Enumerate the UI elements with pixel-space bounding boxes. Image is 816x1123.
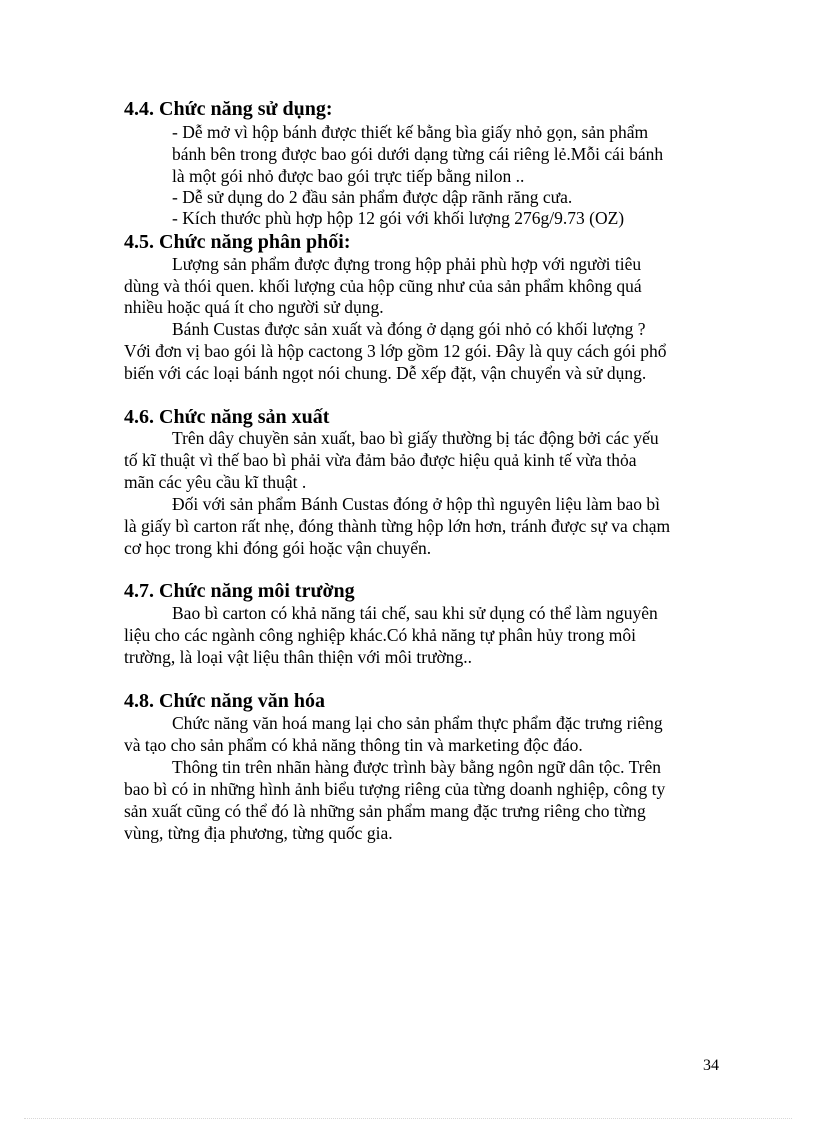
- paragraph-line: - Dễ mở vì hộp bánh được thiết kế bằng bìa giấy nhỏ gọn, sản phẩm: [172, 122, 649, 142]
- paragraph-line: mãn các yêu cầu kĩ thuật .: [124, 472, 307, 492]
- paragraph-line: Bao bì carton có khả năng tái chế, sau khi sử dụng có thể làm nguyên: [172, 603, 658, 623]
- paragraph-line: bánh bên trong được bao gói dưới dạng từng cái riêng lẻ.Mỗi cái bánh: [172, 144, 664, 164]
- paragraph-line: biến với các loại bánh ngọt nói chung. Dễ xếp đặt, vận chuyển và sử dụng.: [124, 363, 647, 383]
- paragraph-line: cơ học trong khi đóng gói hoặc vận chuyển.: [124, 538, 432, 558]
- page-number: 34: [703, 1057, 719, 1074]
- paragraph-line: Bánh Custas được sản xuất và đóng ở dạng gói nhỏ có khối lượng ?: [172, 319, 646, 339]
- paragraph-line: Thông tin trên nhãn hàng được trình bày bằng ngôn ngữ dân tộc. Trên: [172, 757, 661, 777]
- paragraph-line: - Kích thước phù hợp hộp 12 gói với khối lượng 276g/9.73 (OZ): [172, 208, 625, 228]
- paragraph-line: là giấy bì carton rất nhẹ, đóng thành từng hộp lớn hơn, tránh được sự va chạm: [124, 516, 671, 536]
- paragraph-line: bao bì có in những hình ảnh biểu tượng riêng của từng doanh nghiệp, công ty: [124, 779, 666, 799]
- paragraph-line: sản xuất cũng có thể đó là những sản phẩm mang đặc trưng riêng cho từng: [124, 801, 646, 821]
- heading-4-4: 4.4. Chức năng sử dụng:: [124, 98, 333, 120]
- paragraph-line: nhiều hoặc quá ít cho người sử dụng.: [124, 297, 384, 317]
- heading-4-6: 4.6. Chức năng sản xuất: [124, 406, 330, 428]
- heading-4-8: 4.8. Chức năng văn hóa: [124, 690, 325, 712]
- paragraph-line: là một gói nhỏ được bao gói trực tiếp bằng nilon ..: [172, 166, 525, 186]
- paragraph-line: Trên dây chuyền sản xuất, bao bì giấy thường bị tác động bởi các yếu: [172, 428, 659, 448]
- page-bottom-divider: [24, 1118, 792, 1119]
- heading-4-7: 4.7. Chức năng môi trường: [124, 580, 355, 602]
- paragraph-line: vùng, từng địa phương, từng quốc gia.: [124, 823, 393, 843]
- paragraph-line: trường, là loại vật liệu thân thiện với môi trường..: [124, 647, 473, 667]
- paragraph-line: tố kĩ thuật vì thế bao bì phải vừa đảm bảo được hiệu quả kinh tế vừa thỏa: [124, 450, 637, 470]
- paragraph-line: - Dễ sử dụng do 2 đầu sản phẩm được dập rãnh răng cưa.: [172, 187, 573, 207]
- heading-4-5: 4.5. Chức năng phân phối:: [124, 231, 351, 253]
- paragraph-line: Với đơn vị bao gói là hộp cactong 3 lớp gồm 12 gói. Đây là quy cách gói phổ: [124, 341, 667, 361]
- paragraph-line: và tạo cho sản phẩm có khả năng thông tin và marketing độc đáo.: [124, 735, 583, 755]
- paragraph-line: liệu cho các ngành công nghiệp khác.Có khả năng tự phân hủy trong môi: [124, 625, 636, 645]
- paragraph-line: Chức năng văn hoá mang lại cho sản phẩm thực phẩm đặc trưng riêng: [172, 713, 663, 733]
- paragraph-line: dùng và thói quen. khối lượng của hộp cũng như của sản phẩm không quá: [124, 276, 642, 296]
- paragraph-line: Đối với sản phẩm Bánh Custas đóng ở hộp thì nguyên liệu làm bao bì: [172, 494, 661, 514]
- paragraph-line: Lượng sản phẩm được đựng trong hộp phải phù hợp với người tiêu: [172, 254, 642, 274]
